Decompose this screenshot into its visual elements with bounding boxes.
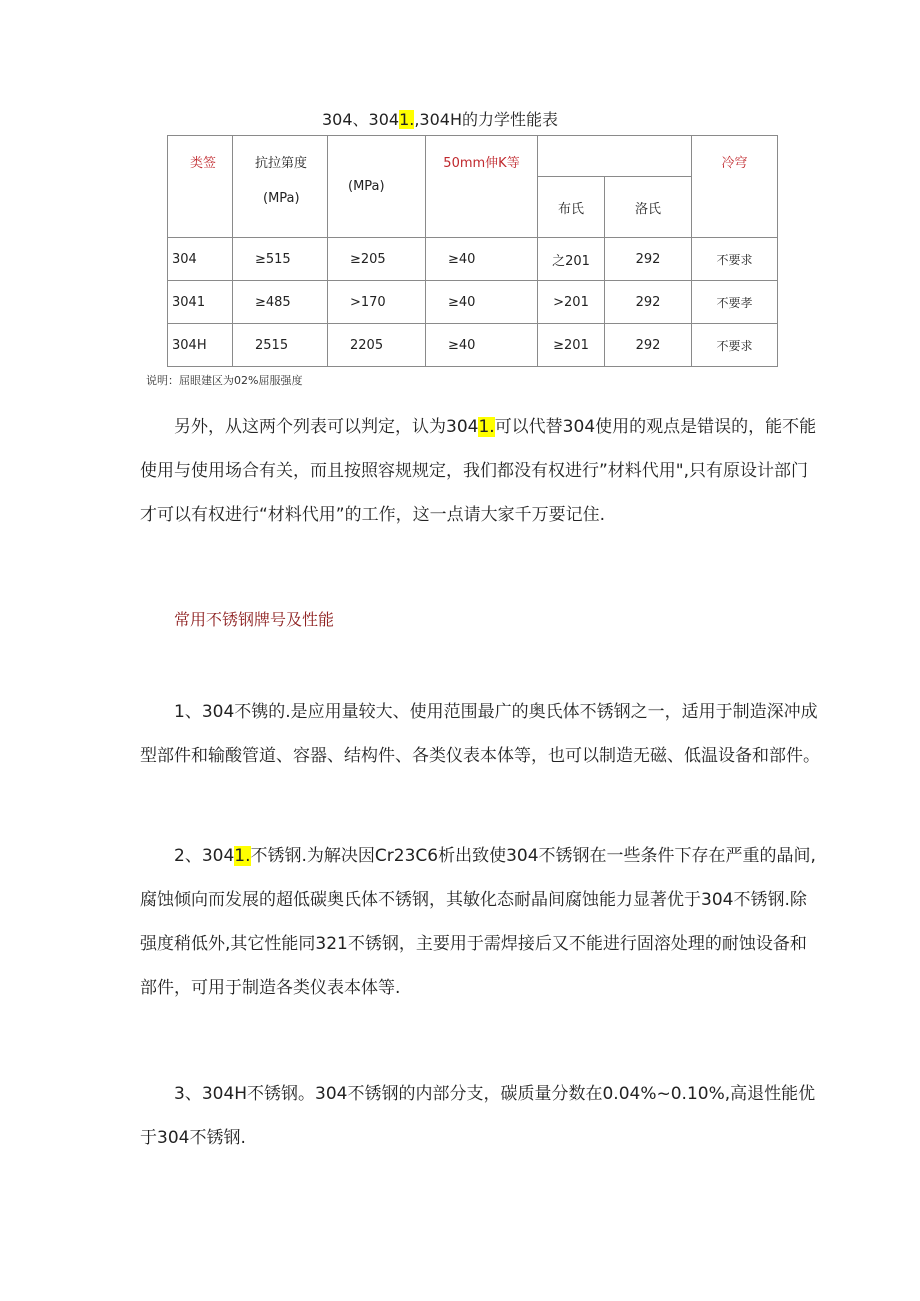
cell-elongation: ≥40 xyxy=(426,324,538,367)
cell-yield: >170 xyxy=(328,281,426,324)
header-category: 类签 xyxy=(168,136,233,238)
cell-elongation: ≥40 xyxy=(426,238,538,281)
table-title xyxy=(0,107,880,130)
table-row xyxy=(168,238,778,281)
table-row xyxy=(168,324,778,367)
cell-cold-bend: 不要孝 xyxy=(692,281,778,324)
header-elongation: 50mm伸K等 xyxy=(426,136,538,238)
mechanical-properties-table xyxy=(167,135,778,367)
section-heading: 常用不锈钢牌号及性能 xyxy=(174,610,335,629)
header-tensile xyxy=(233,136,328,238)
header-cold-bend: 冷穹 xyxy=(692,136,778,238)
paragraph-line: 腐蚀倾向而发展的超低碳奥氏体不锈钢，其敏化态耐晶间腐蚀能力显著优于304不锈钢.除 xyxy=(140,890,807,910)
text-run: 不锈钢.为解决因Cr23C6析出致使304不锈钢在一些条件下存在严重的晶间, xyxy=(250,846,816,866)
cell-rockwell: 292 xyxy=(605,281,692,324)
paragraph-line: 3、304H不锈钢。304不锈钢的内部分支，碳质量分数在0.04%~0.10%,高退性能优 xyxy=(174,1084,816,1104)
header-hardness xyxy=(538,136,692,177)
text-highlight: 1. xyxy=(478,417,495,437)
cell-cold-bend: 不要求 xyxy=(692,324,778,367)
cell-rockwell: 292 xyxy=(605,324,692,367)
item-304 xyxy=(140,690,820,778)
cell-brinell: >201 xyxy=(538,281,605,324)
title-text: 304、304 xyxy=(321,110,400,129)
text-highlight: 1. xyxy=(234,846,251,866)
text-run: 可以代替304使用的观点是错误的，能不能 xyxy=(494,417,817,437)
paragraph-line xyxy=(140,834,816,878)
cell-grade: 3041 xyxy=(168,281,233,324)
cell-tensile: 2515 xyxy=(233,324,328,367)
paragraph-line: 使用与使用场合有关，而且按照容规规定，我们都没有权进行”材料代用",只有原设计部门 xyxy=(140,461,809,481)
paragraph-line: 才可以有权进行“材料代用”的工作，这一点请大家千万要记住. xyxy=(140,505,606,525)
cell-brinell: ≥201 xyxy=(538,324,605,367)
item-304h xyxy=(140,1072,816,1160)
paragraph-line: 型部件和输酸管道、容器、结构件、各类仪表本体等，也可以制造无磁、低温设备和部件。 xyxy=(140,746,820,766)
header-rockwell: 洛氏 xyxy=(605,177,692,238)
cell-grade: 304 xyxy=(168,238,233,281)
header-brinell: 布氏 xyxy=(538,177,605,238)
table-row xyxy=(168,281,778,324)
paragraph-line: 部件，可用于制造各类仪表本体等. xyxy=(140,978,401,998)
cell-rockwell: 292 xyxy=(605,238,692,281)
header-tensile-label: 抗拉第度 xyxy=(255,156,308,171)
item-304l xyxy=(140,834,816,1010)
text-run: 2、304 xyxy=(174,846,235,866)
cell-tensile: ≥485 xyxy=(233,281,328,324)
paragraph-substitution xyxy=(140,405,816,537)
paragraph-line: 1、304不镌的.是应用量较大、使用范围最广的奥氏体不锈钢之一，适用于制造深冲成 xyxy=(174,702,818,722)
cell-elongation: ≥40 xyxy=(426,281,538,324)
cell-brinell: 之201 xyxy=(538,238,605,281)
title-text-rest: ,304H的力学性能表 xyxy=(414,110,559,129)
cell-grade: 304H xyxy=(168,324,233,367)
paragraph-line: 于304不锈钢. xyxy=(140,1128,246,1148)
paragraph-line: 强度稍低外,其它性能同321不锈钢，主要用于需焊接后又不能进行固溶处理的耐蚀设备和 xyxy=(140,934,807,954)
paragraph-line xyxy=(140,405,816,449)
title-highlight: 1. xyxy=(399,110,415,129)
cell-yield: ≥205 xyxy=(328,238,426,281)
cell-tensile: ≥515 xyxy=(233,238,328,281)
text-run: 另外，从这两个列表可以判定，认为304 xyxy=(174,417,479,437)
cell-yield: 2205 xyxy=(328,324,426,367)
header-yield-unit: (MPa) xyxy=(328,136,426,238)
header-tensile-unit: (MPa) xyxy=(263,191,300,206)
table-note: 说明：屈眼建区为02%屈服强度 xyxy=(146,374,303,387)
cell-cold-bend: 不要求 xyxy=(692,238,778,281)
